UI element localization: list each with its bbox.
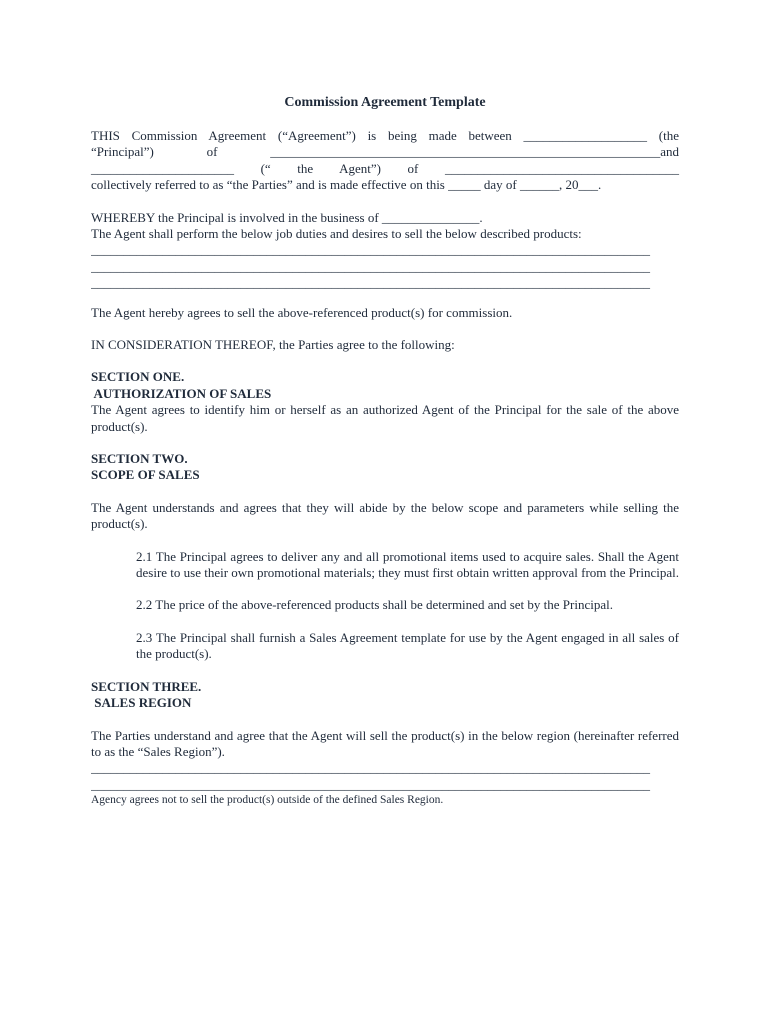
intro-line-1: THIS Commission Agreement (“Agreement”) is being made between ___________________ (the [91, 128, 679, 143]
section-three-heading: SECTION THREE. [91, 678, 202, 694]
section-two-subheading: SCOPE OF SALES [91, 467, 200, 483]
clause-2-3: 2.3 The Principal shall furnish a Sales Agreement template for use by the Agent engaged in all sales of the product(s). [136, 629, 679, 662]
section-two-body: The Agent understands and agrees that they will abide by the below scope and parameters while selling the product(s). [91, 499, 679, 532]
whereby-line: WHEREBY the Principal is involved in the business of _______________. [91, 209, 483, 225]
document-body [91, 94, 679, 807]
products-blank-line-1: ______________________________________________________________________________________ [91, 242, 650, 258]
document-title: Commission Agreement Template [284, 95, 486, 110]
section-one-subheading: AUTHORIZATION OF SALES [91, 385, 272, 401]
products-blank-line-3: ______________________________________________________________________________________ [91, 275, 650, 291]
sales-region-note: Agency agrees not to sell the product(s) outside of the defined Sales Region. [91, 794, 444, 807]
region-blank-line-1: ______________________________________________________________________________________ [91, 760, 650, 776]
clause-2-2: 2.2 The price of the above-referenced products shall be determined and set by the Principal. [136, 597, 613, 613]
intro-line-2: “Principal”) of ____________________________________________________________and [91, 144, 679, 160]
section-three-subheading: SALES REGION [91, 695, 192, 711]
job-duties-line: The Agent shall perform the below job duties and desires to sell the below described products: [91, 226, 582, 242]
products-blank-line-2: ______________________________________________________________________________________ [91, 258, 650, 274]
section-two-heading: SECTION TWO. [91, 451, 188, 467]
region-blank-line-2: ______________________________________________________________________________________ [91, 776, 650, 792]
section-three-body: The Parties understand and agree that the Agent will sell the product(s) in the below region (hereinafter referred to as the “Sales Region”). [91, 727, 679, 759]
section-one-body: The Agent agrees to identify him or herself as an authorized Agent of the Principal for the sale of the above product(s). [91, 402, 679, 434]
consideration-paragraph: IN CONSIDERATION THEREOF, the Parties agree to the following: [91, 337, 455, 353]
intro-line-4: collectively referred to as “the Parties” and is made effective on this _____ day of ______, 20___. [91, 177, 602, 193]
clause-2-1: 2.1 The Principal agrees to deliver any and all promotional items used to acquire sales. Shall the Agent desire to use their own promotional materials; they must first obtain written approval from the Principal. [136, 548, 679, 581]
section-one-heading: SECTION ONE. [91, 369, 185, 385]
intro-line-3: ______________________ (“ the Agent”) of ____________________________________ [91, 160, 679, 176]
agree-sell-paragraph: The Agent hereby agrees to sell the above-referenced product(s) for commission. [91, 304, 513, 320]
